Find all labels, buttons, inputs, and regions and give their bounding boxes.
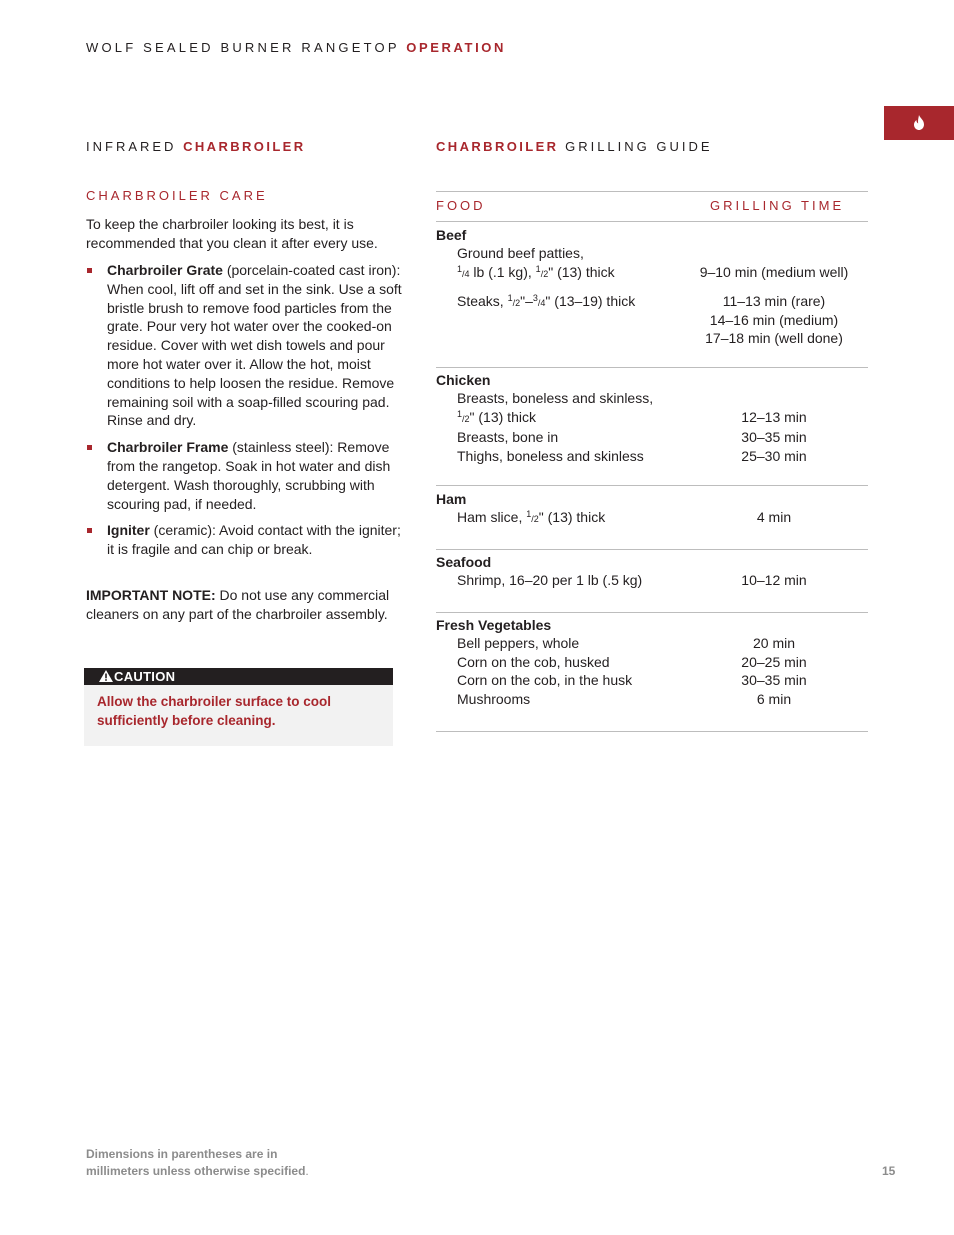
divider: [436, 221, 868, 222]
group-title: Seafood: [436, 554, 492, 570]
fraction-numerator: 1: [526, 509, 532, 520]
food-cell: [436, 508, 707, 528]
food-text: Steaks,: [457, 293, 508, 310]
food-cell: Mushrooms: [457, 690, 531, 707]
column-header-grilling-time: GRILLING TIME: [710, 198, 845, 213]
food-text: " (13) thick: [548, 263, 615, 280]
group-title: Fresh Vegetables: [436, 617, 552, 633]
divider: [436, 485, 868, 486]
guide-title-emphasis: CHARBROILER: [436, 139, 559, 154]
fraction-numerator: 1: [457, 263, 463, 274]
group-fresh-vegetables: [436, 616, 868, 708]
food-cell: [436, 292, 707, 312]
food-text: lb (.1 kg),: [469, 263, 536, 280]
table-row: [436, 263, 868, 283]
table-row: [436, 447, 868, 465]
bullet-text: (porcelain-coated cast iron): When cool, lift off and set in the sink. Use a soft bristle brush to remove food particles from the grate. Pour very hot water over the cooked-on residue. Cover with wet dish towels and pour more hot water over it. Allow the hot, moist conditions to help loosen the residue. Remove remaining soil with a soap-filled scouring pad. Rinse and dry.: [107, 262, 402, 429]
group-beef: [436, 226, 868, 347]
divider: [436, 367, 868, 368]
caution-label: CAUTION: [114, 669, 176, 684]
food-cell: Breasts, bone in: [457, 429, 559, 446]
fraction-denominator: /2: [512, 298, 521, 309]
fraction-denominator: /2: [540, 268, 549, 279]
table-row: [436, 292, 868, 347]
fraction-numerator: 1: [457, 408, 463, 419]
table-row: [436, 653, 868, 671]
table-row: [436, 634, 868, 652]
fraction-denominator: /4: [537, 298, 546, 309]
table-row: [436, 428, 868, 446]
header-prefix: WOLF SEALED BURNER RANGETOP: [86, 40, 400, 55]
food-text: " (13) thick: [469, 408, 536, 425]
group-chicken: [436, 371, 868, 465]
page-number: 15: [882, 1164, 896, 1178]
running-header: [86, 40, 506, 55]
food-cell: [436, 263, 707, 283]
time-cell: 20–25 min: [741, 653, 807, 670]
footer-note-line: [86, 1163, 309, 1180]
divider: [436, 191, 868, 192]
bullet-term: Charbroiler Grate: [107, 262, 223, 278]
footer-note-line: Dimensions in parentheses are in: [86, 1147, 278, 1161]
guide-title-rest: GRILLING GUIDE: [565, 139, 713, 154]
bullet-term: Igniter: [107, 522, 150, 539]
time-cell: 6 min: [756, 690, 792, 707]
table-row: [436, 571, 868, 589]
divider: [436, 549, 868, 550]
caution-bar: [84, 668, 393, 685]
bullet-term: Charbroiler Frame: [107, 439, 229, 456]
caution-text: Allow the charbroiler surface to cool sufficiently before cleaning.: [97, 694, 332, 728]
time-cell: 20 min: [752, 635, 796, 652]
header-emphasis: OPERATION: [406, 40, 506, 55]
bullet-text: (stainless steel): Remove from the rangetop. Soak in hot water and dish detergent. Wash thoroughly, scrubbing with scouring pad, if needed.: [107, 439, 391, 512]
caution-box: [84, 668, 393, 746]
column-header-food: FOOD: [436, 198, 486, 213]
footer-note: [86, 1146, 309, 1180]
food-cell: [436, 408, 707, 428]
intro-paragraph: To keep the charbroiler looking its best, it is recommended that you clean it after every use.: [86, 216, 378, 251]
time-cell: 30–35 min: [741, 429, 807, 446]
table-row: [436, 690, 868, 708]
table-row: [436, 508, 868, 528]
food-cell: Bell peppers, whole: [457, 635, 580, 652]
table-row: [436, 389, 868, 407]
subsection-title-care: CHARBROILER CARE: [86, 188, 268, 203]
footer-note-period: .: [305, 1164, 309, 1178]
fraction-numerator: 1: [535, 263, 541, 274]
time-cell: [674, 292, 874, 347]
fraction-numerator: 1: [507, 293, 513, 304]
footer-note-text: millimeters unless otherwise specified: [86, 1164, 306, 1178]
guide-title: [436, 139, 713, 154]
important-note: [86, 586, 408, 624]
fraction-denominator: /2: [531, 514, 539, 525]
fraction-denominator: /2: [462, 413, 470, 424]
time-cell: 30–35 min: [741, 672, 807, 689]
food-text: Ham slice,: [457, 509, 527, 526]
section-title-emphasis: CHARBROILER: [183, 139, 306, 154]
time-line: 17–18 min (well done): [705, 330, 843, 347]
divider: [436, 612, 868, 613]
food-cell: Breasts, boneless and skinless,: [457, 390, 654, 407]
food-cell: Corn on the cob, in the husk: [457, 672, 633, 689]
warning-triangle-icon: [99, 670, 113, 682]
group-title: Ham: [436, 491, 467, 507]
time-cell: 4 min: [756, 509, 792, 526]
important-label: IMPORTANT NOTE:: [86, 587, 216, 603]
food-text: "–: [520, 293, 533, 310]
section-tab: [884, 106, 954, 140]
food-text: " (13–19) thick: [545, 293, 636, 310]
time-cell: 12–13 min: [741, 408, 807, 425]
important-text: Do not use any commercial cleaners on any part of the charbroiler assembly.: [86, 587, 390, 622]
group-ham: [436, 490, 868, 529]
time-cell: 10–12 min: [741, 572, 807, 589]
table-row: [436, 671, 868, 689]
table-row: [436, 408, 868, 428]
bullet-square-icon: [87, 268, 92, 273]
list-item: [86, 438, 408, 513]
bullet-square-icon: [87, 445, 92, 450]
time-line: 14–16 min (medium): [709, 311, 839, 328]
section-title-infrared-charbroiler: [86, 139, 306, 154]
food-cell: Thighs, boneless and skinless: [457, 447, 644, 464]
time-cell: 25–30 min: [741, 447, 807, 464]
section-title-prefix: INFRARED: [86, 139, 177, 154]
list-item: [86, 261, 408, 430]
list-item: [86, 521, 408, 559]
fraction-denominator: /4: [462, 268, 470, 279]
group-seafood: [436, 553, 868, 590]
group-title: Chicken: [436, 372, 491, 388]
flame-icon: [913, 115, 925, 130]
food-text: " (13) thick: [538, 509, 606, 526]
food-cell: Shrimp, 16–20 per 1 lb (.5 kg): [457, 572, 643, 589]
food-cell: Ground beef patties,: [457, 245, 584, 262]
food-cell: Corn on the cob, husked: [457, 653, 610, 670]
bullet-square-icon: [87, 528, 92, 533]
table-row: [436, 244, 868, 262]
fraction-numerator: 3: [532, 293, 538, 304]
time-cell: 9–10 min (medium well): [699, 263, 849, 280]
bullet-text: (ceramic): Avoid contact with the igniter; it is fragile and can chip or break.: [107, 522, 401, 558]
time-line: 11–13 min (rare): [722, 293, 826, 310]
group-title: Beef: [436, 227, 467, 243]
divider: [436, 731, 868, 732]
care-bullet-list: [86, 261, 408, 567]
